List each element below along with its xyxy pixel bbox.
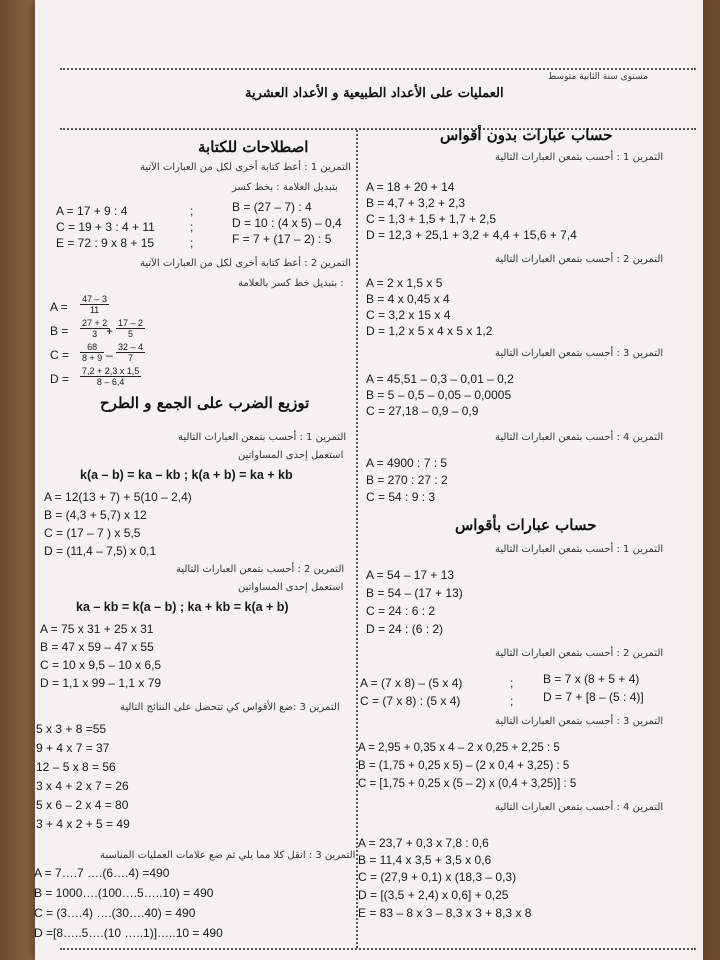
frac-c-op: –	[106, 348, 113, 362]
frac-c1: $\frac{68}{8 + 9}$	[82, 342, 103, 363]
l1-ex1-a: A = 17 + 9 : 4	[56, 204, 128, 218]
l2-ex2-sub: استعمل إحدى المساواتين	[238, 582, 344, 593]
l2-ex1-formula: k(a – b) = ka – kb ; k(a + b) = ka + kb	[80, 468, 293, 482]
r1-ex1-c: C = 1,3 + 1,5 + 1,7 + 2,5	[366, 212, 497, 226]
right-section2-title: حساب عبارات بأقواس	[455, 516, 597, 534]
r2-ex4-e: E = 83 – 8 x 3 – 8,3 x 3 + 8,3 x 8	[358, 906, 532, 920]
frac-c2: $\frac{32 - 4}{7}$	[118, 342, 144, 363]
r1-ex4-instr: التمرين 4 : أحسب بتمعن العبارات التالية	[495, 432, 664, 443]
l2-ex2-c: C = 10 x 9,5 – 10 x 6,5	[40, 658, 162, 672]
l2-ex2-instr: التمرين 2 : أحسب بتمعن العبارات التالية	[176, 564, 345, 575]
l1-ex1-d: D = 10 : (4 x 5) – 0,4	[232, 216, 342, 230]
l1-ex1-f: F = 7 + (17 – 2) : 5	[232, 232, 332, 246]
l2-ex1-b: B = (4,3 + 5,7) x 12	[44, 508, 147, 522]
l2-ex1-d: D = (11,4 – 7,5) x 0,1	[44, 544, 157, 558]
r1-ex3-c: C = 27,18 – 0,9 – 0,9	[366, 404, 479, 418]
r2-ex4-d: D = [(3,5 + 2,4) x 0,6] + 0,25	[358, 888, 509, 902]
l1-ex1-b: B = (27 – 7) : 4	[232, 200, 312, 214]
r2-ex1-d: D = 24 : (6 : 2)	[366, 622, 444, 636]
frac-b-op: +	[106, 324, 114, 338]
l2-ex1-a: A = 12(13 + 7) + 5(10 – 2,4)	[44, 490, 192, 504]
r1-ex3-a: A = 45,51 – 0,3 – 0,01 – 0,2	[366, 372, 514, 386]
r2-ex3-a: A = 2,95 + 0,35 x 4 – 2 x 0,25 + 2,25 : 5	[358, 742, 560, 754]
l2-ex3-3: 12 – 5 x 8 = 56	[36, 760, 116, 774]
r1-ex2-c: C = 3,2 x 15 x 4	[366, 308, 451, 322]
r2-ex2-d: D = 7 + [8 – (5 : 4)]	[543, 690, 644, 704]
level-label: مستوى سنة الثانية متوسط	[548, 72, 648, 82]
l1-ex1-sep3: ;	[190, 236, 194, 250]
l1-ex2-sub: بتبديل خط كسر بالعلامة :	[238, 278, 344, 289]
l2-ex4-c: C = (3….4) ….(30….40) = 490	[34, 906, 196, 920]
column-divider	[356, 130, 358, 948]
r2-ex2-sep2: ;	[510, 694, 514, 708]
r2-ex4-b: B = 11,4 x 3,5 + 3,5 x 0,6	[358, 853, 492, 867]
l2-ex1-sub: استعمل إحدى المساواتين	[238, 450, 344, 461]
l2-ex1-c: C = (17 – 7 ) x 5,5	[44, 526, 141, 540]
l1-ex1-c: C = 19 + 3 : 4 + 11	[56, 220, 155, 234]
l2-ex4-instr: التمرين 3 : انقل كلا مما يلي ثم ضع علامات العمليات المناسبة	[100, 850, 356, 861]
l2-ex3-instr: التمرين 3 :ضع الأقواس كي تتحصل على النتائج التالية	[120, 702, 340, 713]
r2-ex2-a: A = (7 x 8) – (5 x 4)	[360, 676, 463, 690]
r2-ex1-b: B = 54 – (17 + 13)	[366, 586, 463, 600]
frac-a: $\frac{47 - 3}{11}$	[82, 294, 108, 315]
frac-c-lhs: C =	[50, 348, 70, 362]
left-section2-title: توزيع الضرب على الجمع و الطرح	[100, 394, 310, 412]
l1-ex1-sep2: ;	[190, 220, 194, 234]
l2-ex3-4: 3 x 4 + 2 x 7 = 26	[36, 779, 129, 793]
r2-ex1-c: C = 24 : 6 : 2	[366, 604, 436, 618]
r2-ex2-b: B = 7 x (8 + 5 + 4)	[543, 672, 640, 686]
frac-a-lhs: A =	[50, 300, 68, 314]
r2-ex3-c: C = [1,75 + 0,25 x (5 – 2) x (0,4 + 3,25)] : 5	[358, 778, 577, 790]
r2-ex4-instr: التمرين 4 : أحسب بتمعن العبارات التالية	[495, 802, 664, 813]
r2-ex2-sep1: ;	[510, 676, 514, 690]
r1-ex1-instr: التمرين 1 : أحسب بتمعن العبارات التالية	[495, 152, 664, 163]
l1-ex1-sub: بتبديل العلامة : بخط كسر	[232, 182, 338, 193]
frac-b-lhs: B =	[50, 324, 69, 338]
r1-ex1-b: B = 4,7 + 3,2 + 2,3	[366, 196, 466, 210]
r2-ex2-c: C = (7 x 8) : (5 x 4)	[360, 694, 461, 708]
r1-ex2-a: A = 2 x 1,5 x 5	[366, 276, 443, 290]
r1-ex3-b: B = 5 – 0,5 – 0,05 – 0,0005	[366, 388, 512, 402]
frac-d-lhs: D =	[50, 372, 70, 386]
bottom-border	[60, 948, 696, 950]
frac-d: $\frac{7,2 + 2,3 x 1,5}{8 - 6,4}$	[82, 366, 140, 387]
r1-ex4-c: C = 54 : 9 : 3	[366, 490, 436, 504]
l2-ex3-5: 5 x 6 – 2 x 4 = 80	[36, 798, 129, 812]
l1-ex1-e: E = 72 : 9 x 8 + 15	[56, 236, 155, 250]
l1-ex1-sep1: ;	[190, 204, 194, 218]
l2-ex3-6: 3 + 4 x 2 + 5 = 49	[36, 817, 130, 831]
l2-ex2-a: A = 75 x 31 + 25 x 31	[40, 622, 154, 636]
r2-ex3-b: B = (1,75 + 0,25 x 5) – (2 x 0,4 + 3,25) : 5	[358, 760, 570, 772]
l2-ex4-d: D =[8…..5….(10 …..1)]…..10 = 490	[34, 926, 223, 940]
l2-ex2-d: D = 1,1 x 99 – 1,1 x 79	[40, 676, 162, 690]
right-section1-title: حساب عبارات بدون أقواس	[440, 126, 613, 144]
r1-ex1-d: D = 12,3 + 25,1 + 3,2 + 4,4 + 15,6 + 7,4	[366, 228, 577, 242]
r1-ex2-b: B = 4 x 0,45 x 4	[366, 292, 450, 306]
r2-ex4-a: A = 23,7 + 0,3 x 7,8 : 0,6	[358, 836, 489, 850]
l1-ex1-instr: التمرين 1 : أعط كتابة أخرى لكل من العبارات الآتية	[140, 162, 351, 173]
l2-ex4-a: A = 7….7 ….(6….4) =490	[34, 866, 170, 880]
l1-ex2-instr: التمرين 2 : أعط كتابة أخرى لكل من العبارات الآتية	[140, 258, 351, 269]
r2-ex2-instr: التمرين 2 : أحسب بتمعن العبارات التالية	[495, 648, 664, 659]
r1-ex4-b: B = 270 : 27 : 2	[366, 473, 448, 487]
top-border	[60, 68, 696, 70]
r2-ex3-instr: التمرين 3 : أحسب بتمعن العبارات التالية	[495, 716, 664, 727]
frac-b2: $\frac{17 - 2}{5}$	[118, 318, 144, 339]
l2-ex2-formula: ka – kb = k(a – b) ; ka + kb = k(a + b)	[76, 600, 289, 614]
l2-ex1-instr: التمرين 1 : أحسب بتمعن العبارات التالية	[178, 432, 347, 443]
l2-ex4-b: B = 1000….(100….5…..10) = 490	[34, 886, 214, 900]
r2-ex1-a: A = 54 – 17 + 13	[366, 568, 455, 582]
l2-ex3-1: 5 x 3 + 8 =55	[36, 722, 107, 736]
r1-ex1-a: A = 18 + 20 + 14	[366, 180, 455, 194]
page-title: العمليات على الأعداد الطبيعية و الأعداد العشرية	[245, 86, 504, 101]
r1-ex2-instr: التمرين 2 : أحسب بتمعن العبارات التالية	[495, 254, 664, 265]
l2-ex3-2: 9 + 4 x 7 = 37	[36, 741, 110, 755]
r1-ex3-instr: التمرين 3 : أحسب بتمعن العبارات التالية	[495, 348, 664, 359]
left-section1-title: اصطلاحات للكتابة	[198, 138, 309, 156]
l2-ex2-b: B = 47 x 59 – 47 x 55	[40, 640, 154, 654]
r1-ex4-a: A = 4900 : 7 : 5	[366, 456, 448, 470]
r2-ex4-c: C = (27,9 + 0,1) x (18,3 – 0,3)	[358, 870, 517, 884]
frac-b1: $\frac{27 + 2}{3}$	[82, 318, 108, 339]
r2-ex1-instr: التمرين 1 : أحسب بتمعن العبارات التالية	[495, 544, 664, 555]
r1-ex2-d: D = 1,2 x 5 x 4 x 5 x 1,2	[366, 324, 493, 338]
